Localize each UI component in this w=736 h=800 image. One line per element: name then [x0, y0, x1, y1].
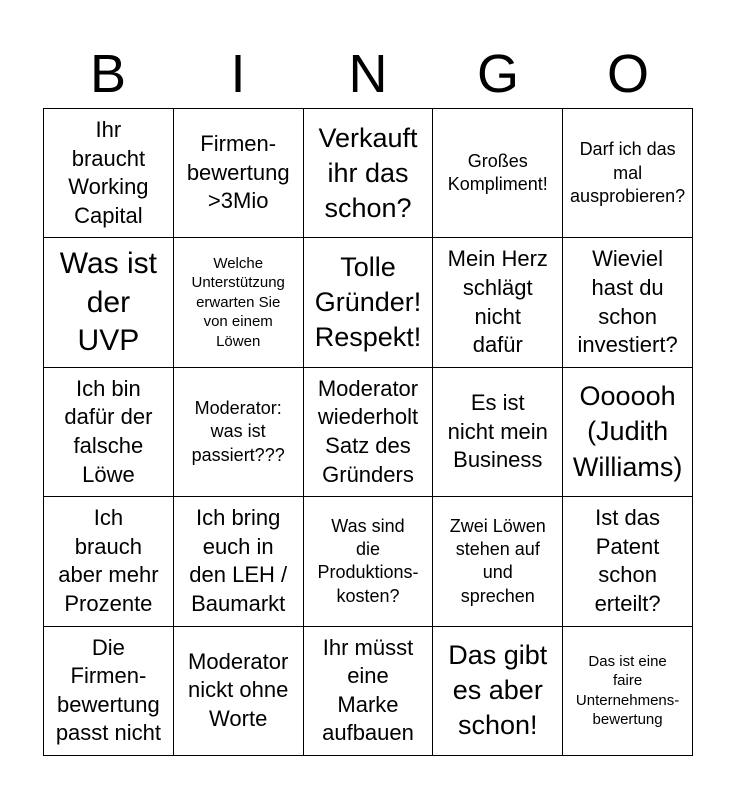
- header-letter-b: B: [89, 44, 127, 104]
- bingo-cell[interactable]: [44, 627, 174, 756]
- bingo-cell[interactable]: [563, 627, 693, 756]
- cell-text: Die Firmen- bewertung passt nicht: [55, 634, 161, 746]
- cell-text: Was sind die Produktions- kosten?: [317, 515, 419, 606]
- bingo-cell[interactable]: [304, 368, 434, 497]
- bingo-cell[interactable]: [174, 627, 304, 756]
- bingo-cell[interactable]: [433, 238, 563, 367]
- bingo-cell[interactable]: [44, 497, 174, 626]
- cell-text: Ihr braucht Working Capital: [68, 117, 149, 228]
- cell-text: Moderator nickt ohne Worte: [188, 648, 289, 732]
- cell-text: Großes Kompliment!: [447, 150, 548, 195]
- cell-text: Das gibt es aber schon!: [448, 640, 548, 741]
- bingo-cell[interactable]: [304, 497, 434, 626]
- cell-text: Ich bin dafür der falsche Löwe: [64, 375, 153, 487]
- bingo-cell[interactable]: [563, 368, 693, 497]
- cell-text: Es ist nicht mein Business: [447, 390, 548, 473]
- cell-text: Ich bring euch in den LEH / Baumarkt: [189, 505, 288, 616]
- bingo-cell[interactable]: [174, 497, 304, 626]
- bingo-cell[interactable]: [44, 238, 174, 367]
- header-letter-n: N: [348, 44, 388, 104]
- bingo-cell[interactable]: [174, 109, 304, 238]
- bingo-cell[interactable]: [174, 238, 304, 367]
- bingo-cell[interactable]: [433, 627, 563, 756]
- bingo-cell[interactable]: [304, 627, 434, 756]
- cell-text: Zwei Löwen stehen auf und sprechen: [449, 515, 546, 606]
- bingo-cell[interactable]: [304, 238, 434, 367]
- cell-text: Was ist der UVP: [59, 247, 158, 357]
- bingo-cell[interactable]: [563, 109, 693, 238]
- header-letter-i: I: [230, 44, 246, 104]
- cell-text: Moderator: was ist passiert???: [191, 397, 285, 465]
- bingo-cell[interactable]: [433, 368, 563, 497]
- cell-text: Tolle Gründer! Respekt!: [314, 251, 422, 353]
- bingo-cell[interactable]: [44, 368, 174, 497]
- cell-text: Ist das Patent schon erteilt?: [594, 505, 661, 616]
- bingo-cell[interactable]: [433, 497, 563, 626]
- header-letter-g: G: [476, 44, 519, 104]
- header-letter-o: O: [606, 44, 649, 104]
- cell-text: Wieviel hast du schon investiert?: [577, 246, 678, 358]
- cell-text: Oooooh (Judith Williams): [572, 381, 683, 482]
- bingo-cell[interactable]: [433, 109, 563, 238]
- cell-text: Verkauft ihr das schon?: [318, 122, 418, 223]
- cell-text: Ihr müsst eine Marke aufbauen: [322, 634, 414, 746]
- bingo-board: [43, 108, 693, 756]
- bingo-cell[interactable]: [563, 497, 693, 626]
- bingo-cell[interactable]: [304, 109, 434, 238]
- cell-text: Welche Unterstützung erwarten Sie von einem Löwen: [191, 254, 285, 350]
- cell-text: Moderator wiederholt Satz des Gründers: [317, 375, 419, 487]
- bingo-cell[interactable]: [174, 368, 304, 497]
- cell-text: Firmen- bewertung >3Mio: [186, 131, 290, 214]
- cell-text: Das ist eine faire Unternehmens- bewertung: [575, 652, 680, 729]
- cell-text: Darf ich das mal ausprobieren?: [570, 139, 686, 206]
- bingo-cell[interactable]: [563, 238, 693, 367]
- bingo-cell[interactable]: [44, 109, 174, 238]
- bingo-header: [43, 40, 693, 108]
- cell-text: Mein Herz schlägt nicht dafür: [447, 246, 548, 358]
- cell-text: Ich brauch aber mehr Prozente: [58, 505, 159, 616]
